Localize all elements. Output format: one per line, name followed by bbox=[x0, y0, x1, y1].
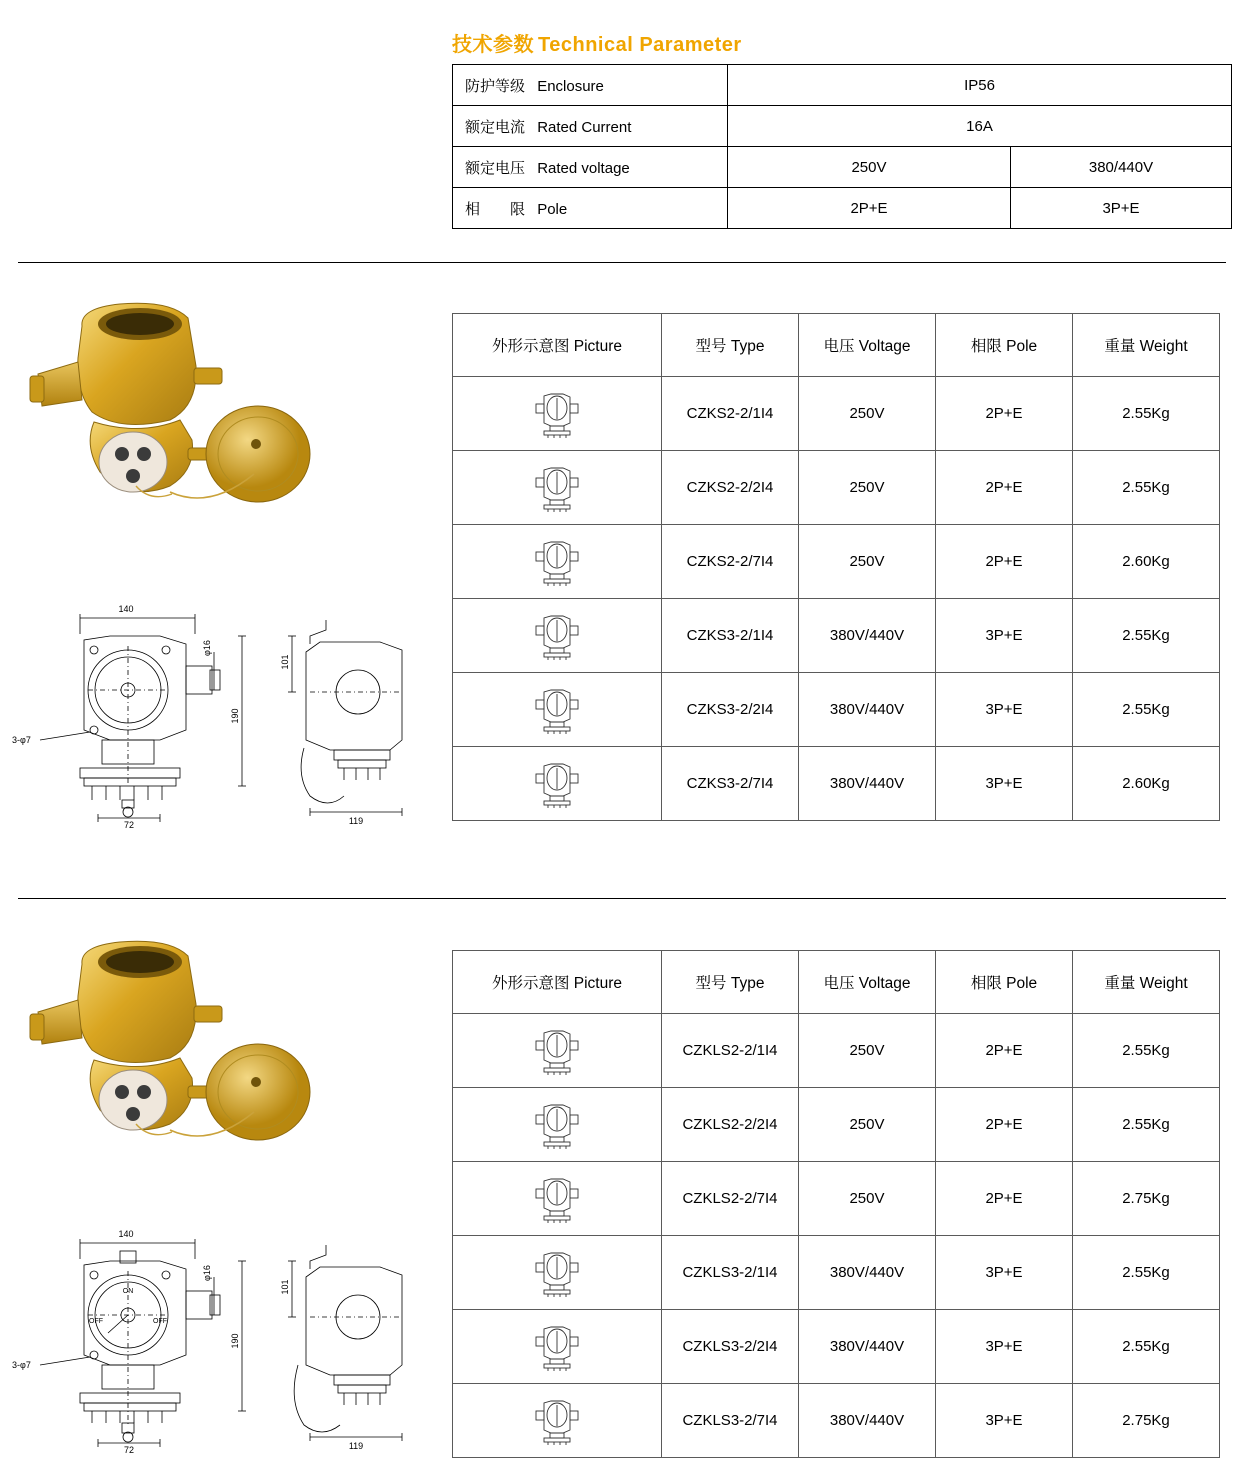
cell-type: CZKLS3-2/7I4 bbox=[662, 1384, 799, 1458]
table-row bbox=[453, 1014, 1220, 1088]
section-divider-2 bbox=[18, 898, 1226, 899]
column-header-weight: 重量 Weight bbox=[1073, 951, 1220, 1014]
tech-label-rated-voltage-en: Rated voltage bbox=[537, 159, 630, 177]
cell-voltage: 380V/440V bbox=[799, 747, 936, 821]
product-photo-czks-image bbox=[20, 296, 320, 546]
table-row bbox=[453, 1088, 1220, 1162]
cell-picture bbox=[453, 525, 662, 599]
cell-weight: 2.55Kg bbox=[1073, 377, 1220, 451]
table-row bbox=[453, 377, 1220, 451]
cell-weight: 2.60Kg bbox=[1073, 747, 1220, 821]
dimension-drawing-czks-svg bbox=[10, 590, 420, 830]
column-header-voltage: 电压 Voltage bbox=[799, 951, 936, 1014]
cell-voltage: 250V bbox=[799, 1162, 936, 1236]
dimension-drawing-czkls-svg bbox=[10, 1215, 420, 1455]
cell-weight: 2.55Kg bbox=[1073, 1088, 1220, 1162]
tech-label-enclosure bbox=[453, 65, 728, 106]
cell-type: CZKS3-2/1I4 bbox=[662, 599, 799, 673]
cell-picture bbox=[453, 747, 662, 821]
product-table-czks bbox=[452, 313, 1220, 821]
cell-pole: 3P+E bbox=[936, 1310, 1073, 1384]
cell-pole: 2P+E bbox=[936, 1162, 1073, 1236]
product-table-czkls bbox=[452, 950, 1220, 1458]
cell-weight: 2.55Kg bbox=[1073, 599, 1220, 673]
socket-switch-pictogram-icon bbox=[530, 1026, 584, 1076]
cell-voltage: 250V bbox=[799, 377, 936, 451]
tech-label-rated-current bbox=[453, 106, 728, 147]
cell-pole: 3P+E bbox=[936, 673, 1073, 747]
cell-type: CZKLS2-2/7I4 bbox=[662, 1162, 799, 1236]
cell-type: CZKS2-2/7I4 bbox=[662, 525, 799, 599]
socket-switch-pictogram-icon bbox=[530, 685, 584, 735]
cell-picture bbox=[453, 1236, 662, 1310]
drawing2-dim-side-height: 101 bbox=[280, 1279, 290, 1295]
tech-value-pole-2: 3P+E bbox=[1011, 188, 1232, 229]
cell-weight: 2.75Kg bbox=[1073, 1162, 1220, 1236]
cell-weight: 2.55Kg bbox=[1073, 673, 1220, 747]
socket-switch-pictogram-icon bbox=[530, 1322, 584, 1372]
tech-label-rated-voltage bbox=[453, 147, 728, 188]
cell-picture bbox=[453, 451, 662, 525]
table-row bbox=[453, 525, 1220, 599]
tech-label-rated-current-cn: 额定电流 bbox=[465, 118, 526, 136]
section-divider-1 bbox=[18, 262, 1226, 263]
cell-type: CZKS3-2/7I4 bbox=[662, 747, 799, 821]
column-header-pole: 相限 Pole bbox=[936, 314, 1073, 377]
table-row bbox=[453, 1310, 1220, 1384]
technical-parameter-heading bbox=[452, 28, 742, 57]
product-photo-czkls-image bbox=[20, 934, 320, 1184]
table-row bbox=[453, 1162, 1220, 1236]
socket-switch-pictogram-icon bbox=[530, 1100, 584, 1150]
cell-weight: 2.55Kg bbox=[1073, 1014, 1220, 1088]
cell-pole: 2P+E bbox=[936, 525, 1073, 599]
cell-pole: 2P+E bbox=[936, 377, 1073, 451]
cell-picture bbox=[453, 1310, 662, 1384]
column-header-type: 型号 Type bbox=[662, 951, 799, 1014]
cell-voltage: 380V/440V bbox=[799, 673, 936, 747]
tech-label-enclosure-en: Enclosure bbox=[537, 77, 604, 95]
cell-voltage: 250V bbox=[799, 1088, 936, 1162]
table-row bbox=[453, 747, 1220, 821]
cell-picture bbox=[453, 673, 662, 747]
drawing1-dim-base: 72 bbox=[123, 820, 135, 830]
socket-switch-pictogram-icon bbox=[530, 611, 584, 661]
table-row bbox=[453, 1236, 1220, 1310]
cell-picture bbox=[453, 599, 662, 673]
tech-value-rated-current: 16A bbox=[728, 106, 1232, 147]
column-header-pole: 相限 Pole bbox=[936, 951, 1073, 1014]
cell-type: CZKLS3-2/1I4 bbox=[662, 1236, 799, 1310]
dimension-drawing-czkls bbox=[10, 1215, 420, 1455]
cell-picture bbox=[453, 377, 662, 451]
cell-weight: 2.55Kg bbox=[1073, 1236, 1220, 1310]
socket-switch-pictogram-icon bbox=[530, 463, 584, 513]
cell-picture bbox=[453, 1162, 662, 1236]
socket-switch-pictogram-icon bbox=[530, 1248, 584, 1298]
product-photo-czkls bbox=[20, 934, 320, 1184]
table-row bbox=[453, 599, 1220, 673]
socket-switch-pictogram-icon bbox=[530, 537, 584, 587]
table-row bbox=[453, 188, 1232, 229]
tech-value-rated-voltage-1: 250V bbox=[728, 147, 1011, 188]
cell-voltage: 380V/440V bbox=[799, 1310, 936, 1384]
cell-voltage: 380V/440V bbox=[799, 1236, 936, 1310]
drawing2-dim-base: 72 bbox=[123, 1445, 135, 1455]
dimension-drawing-czks bbox=[10, 590, 420, 830]
tech-value-rated-voltage-2: 380/440V bbox=[1011, 147, 1232, 188]
cell-type: CZKLS2-2/2I4 bbox=[662, 1088, 799, 1162]
drawing1-dim-width: 140 bbox=[118, 604, 134, 614]
drawing2-dim-side-width: 119 bbox=[348, 1441, 364, 1451]
technical-parameter-heading-en: Technical Parameter bbox=[538, 34, 742, 56]
socket-switch-pictogram-icon bbox=[530, 1396, 584, 1446]
cell-weight: 2.55Kg bbox=[1073, 1310, 1220, 1384]
column-header-weight: 重量 Weight bbox=[1073, 314, 1220, 377]
tech-label-rated-current-en: Rated Current bbox=[537, 118, 632, 136]
drawing1-dim-side-width: 119 bbox=[348, 816, 364, 826]
table-row bbox=[453, 451, 1220, 525]
column-header-picture: 外形示意图 Picture bbox=[453, 314, 662, 377]
table-row bbox=[453, 106, 1232, 147]
cell-type: CZKS2-2/1I4 bbox=[662, 377, 799, 451]
column-header-type: 型号 Type bbox=[662, 314, 799, 377]
cell-picture bbox=[453, 1014, 662, 1088]
socket-switch-pictogram-icon bbox=[530, 1174, 584, 1224]
drawing1-dim-side-height: 101 bbox=[280, 654, 290, 670]
cell-voltage: 250V bbox=[799, 525, 936, 599]
table-row bbox=[453, 673, 1220, 747]
cell-voltage: 380V/440V bbox=[799, 599, 936, 673]
tech-value-pole-1: 2P+E bbox=[728, 188, 1011, 229]
drawing2-switch-off-right-label: OFF bbox=[153, 1318, 167, 1325]
tech-label-enclosure-cn: 防护等级 bbox=[465, 77, 526, 95]
column-header-voltage: 电压 Voltage bbox=[799, 314, 936, 377]
tech-label-pole-en: Pole bbox=[537, 200, 568, 218]
table-row bbox=[453, 147, 1232, 188]
cell-voltage: 380V/440V bbox=[799, 1384, 936, 1458]
technical-parameter-heading-cn: 技术参数 bbox=[452, 34, 534, 56]
drawing2-dim-hole: φ16 bbox=[202, 1265, 212, 1281]
drawing1-dim-mount: 3-φ7 bbox=[12, 735, 31, 745]
drawing2-switch-off-left-label: OFF bbox=[89, 1318, 103, 1325]
cell-pole: 3P+E bbox=[936, 1384, 1073, 1458]
tech-label-pole-cn: 相 限 bbox=[465, 200, 526, 218]
drawing2-dim-mount: 3-φ7 bbox=[12, 1360, 31, 1370]
cell-picture bbox=[453, 1088, 662, 1162]
drawing1-dim-hole: φ16 bbox=[202, 640, 212, 656]
drawing2-switch-on-label: ON bbox=[122, 1288, 134, 1295]
drawing2-dim-height: 190 bbox=[230, 1333, 240, 1349]
table-header-row bbox=[453, 314, 1220, 377]
cell-voltage: 250V bbox=[799, 1014, 936, 1088]
column-header-picture: 外形示意图 Picture bbox=[453, 951, 662, 1014]
cell-pole: 2P+E bbox=[936, 1088, 1073, 1162]
product-photo-czks bbox=[20, 296, 320, 546]
table-header-row bbox=[453, 951, 1220, 1014]
cell-pole: 3P+E bbox=[936, 747, 1073, 821]
cell-weight: 2.55Kg bbox=[1073, 451, 1220, 525]
drawing1-dim-height: 190 bbox=[230, 708, 240, 724]
table-row bbox=[453, 1384, 1220, 1458]
cell-type: CZKS2-2/2I4 bbox=[662, 451, 799, 525]
drawing2-dim-width: 140 bbox=[118, 1229, 134, 1239]
socket-switch-pictogram-icon bbox=[530, 389, 584, 439]
technical-parameter-table bbox=[452, 64, 1232, 229]
socket-switch-pictogram-icon bbox=[530, 759, 584, 809]
tech-label-rated-voltage-cn: 额定电压 bbox=[465, 159, 526, 177]
cell-type: CZKLS3-2/2I4 bbox=[662, 1310, 799, 1384]
cell-pole: 2P+E bbox=[936, 451, 1073, 525]
cell-voltage: 250V bbox=[799, 451, 936, 525]
table-row bbox=[453, 65, 1232, 106]
cell-weight: 2.75Kg bbox=[1073, 1384, 1220, 1458]
cell-picture bbox=[453, 1384, 662, 1458]
cell-type: CZKS3-2/2I4 bbox=[662, 673, 799, 747]
cell-type: CZKLS2-2/1I4 bbox=[662, 1014, 799, 1088]
tech-value-enclosure: IP56 bbox=[728, 65, 1232, 106]
cell-weight: 2.60Kg bbox=[1073, 525, 1220, 599]
tech-label-pole bbox=[453, 188, 728, 229]
cell-pole: 2P+E bbox=[936, 1014, 1073, 1088]
cell-pole: 3P+E bbox=[936, 599, 1073, 673]
cell-pole: 3P+E bbox=[936, 1236, 1073, 1310]
